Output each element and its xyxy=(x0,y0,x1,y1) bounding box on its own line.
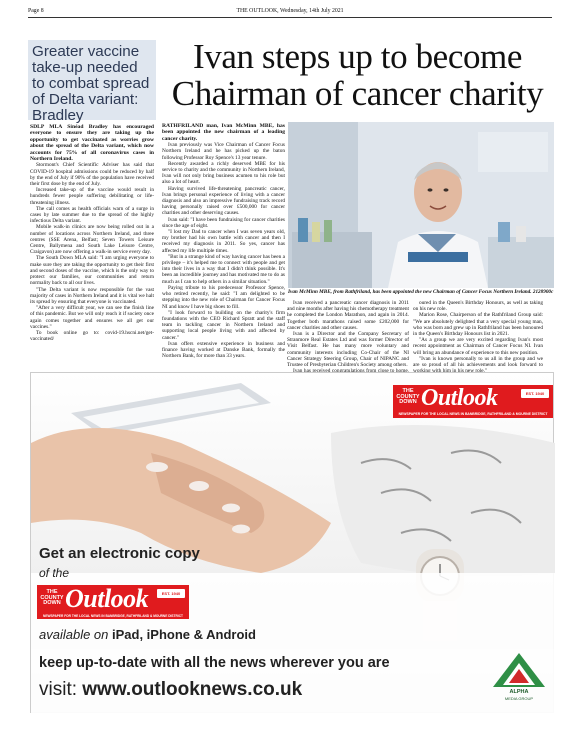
advert-available-on xyxy=(39,627,256,642)
logo-county-down: THE COUNTY DOWN xyxy=(40,589,64,606)
outlook-logo-top xyxy=(393,385,553,411)
logo-tagline-mid: NEWSPAPER FOR THE LOCAL NEWS IN BANBRIDGE, RATHFRILAND & MOURNE DISTRICT xyxy=(37,613,189,619)
logo-wordmark: Outlook xyxy=(65,584,149,613)
page-number: Page 8 xyxy=(28,8,44,14)
outlook-logo-mid xyxy=(37,585,189,613)
logo-wordmark: Outlook xyxy=(421,385,498,411)
sidebar-paragraph: The call comes as health officials warn of a surge in cases by late summer due to the spread of the highly infectious Delta variant. xyxy=(30,205,154,225)
article-paragraph: "Ivan is known personally to us all in the group and we are so proud of all his achievements and look forward to xyxy=(413,355,543,369)
advert-of-the: of the xyxy=(39,566,70,580)
article-paragraph: "I lost my Dad to cancer when I was seven years old, my brother had his own battle with cancer and then I received my diagnosis in 2011. So yes, cancer has affected my life multiple times. xyxy=(162,229,285,254)
sidebar-paragraph: Mobile walk-in clinics are now being rolled out in a number of locations across Northern Ireland, and three centres (SSE Arena, Belfast; Seven Towers Leisure Centre, Ballymena and South Lake Leisure Centre, Craigavon) are now offering a walk-in service every day. xyxy=(30,224,154,256)
sidebar-paragraph: The South Down MLA said: "I am urging everyone to make sure they are taking the opportunity to get their first and second doses of the vaccine, which is the only way to protect our families, our communities and return normality back to all our lives. xyxy=(30,255,154,287)
article-column-3 xyxy=(413,300,543,370)
article-paragraph: Recently awarded a richly deserved MBE for his service to charity and the community in Northern Ireland, Ivan will not only bring business acumen to his role but also a lot of heart. xyxy=(162,160,285,186)
lab-photo-illustration xyxy=(288,122,554,288)
page-folio xyxy=(28,6,552,18)
visit-prefix: visit: xyxy=(39,679,83,700)
alpha-media-logo xyxy=(489,651,549,707)
sidebar-paragraph: "After a very difficult year, we can see the finish line of this pandemic. But we will only reach it if society once again comes together and ensures we all get our vaccines." xyxy=(30,305,154,330)
article-lead: RATHFRILAND man, Ivan McMinn MBE, has been appointed the new chairman of a leading cancer charity. xyxy=(162,123,285,142)
visit-url[interactable]: www.outlooknews.co.uk xyxy=(82,679,303,700)
electronic-copy-advert xyxy=(30,372,554,713)
article-paragraph: "As a group we are very excited regarding Ivan's most recent appointment as Chairman of Cancer Focus NI. Ivan will bring an abundance of experience to this new position. xyxy=(413,337,543,356)
logo-stamp: EST. 1940 xyxy=(157,589,185,598)
photo-caption: Ivan McMinn MBE, from Rathfriland, has been appointed the new Chairman of Cancer Focus Northern Ireland. 2128900c xyxy=(288,289,554,295)
article-paragraph: "But in a strange kind of way having cancer has been a privilege – it's helped me to connect with people and get into their lives in a way that I didn't think possible. It's been an incredible journey and has motivated me to do as much as I can to help others in a similar situation." xyxy=(162,253,285,285)
article-paragraph: Ivan said: "I have been fundraising for cancer charities since the age of eight. xyxy=(162,216,285,229)
article-paragraph: Marion Rose, Chairperson of the Rathfriland Group said: "We are absolutely delighted that a very special young man, who was born and grew up in Rathfriland has been honoured in the Queen's Birthday Honours list in 2021. xyxy=(413,312,543,338)
available-devices: iPad, iPhone & Android xyxy=(112,627,256,642)
advert-get-copy: Get an electronic copy xyxy=(39,545,200,562)
available-prefix: available on xyxy=(39,627,112,642)
sidebar-body xyxy=(28,120,156,342)
article-paragraph: Paying tribute to his predecessor Professor Spence, who retired recently, he said: "I am delighted to be stepping into the new role of Chairman for Cancer Focus NI and know I have big shoes to fill. xyxy=(162,284,285,310)
article-column-2 xyxy=(287,300,409,370)
alpha-triangle-icon xyxy=(489,651,549,689)
sidebar-paragraph: "The Delta variant is now responsible for the vast majority of cases in Northern Ireland and it is vital we halt its spread by ensuring that everyone is vaccinated. xyxy=(30,286,154,305)
article-paragraph: Ivan previously was Vice Chairman of Cancer Focus Northern Ireland and he has picked up the baton following Professor Roy Spence's 13 year tenure. xyxy=(162,142,285,161)
alpha-sub: MEDIA GROUP xyxy=(504,696,534,701)
sidebar-story xyxy=(28,40,156,370)
sidebar-headline: Greater vaccine take-up needed to combat spread of Delta variant: Bradley xyxy=(28,40,156,120)
advert-visit xyxy=(39,679,302,701)
sidebar-paragraph: Increased take-up of the vaccine would result in hundreds fewer people suffering debilitating or life-threatening illness. xyxy=(30,187,154,206)
logo-stamp: EST. 1940 xyxy=(521,389,549,398)
article-paragraph: Having survived life-threatening pancreatic cancer, Ivan brings personal experience of living with a cancer diagnosis and also an impressive fundraising track record having personally raised over £500,000 for cancer charities and other deserving causes. xyxy=(162,185,285,217)
sidebar-paragraph: Stormont's Chief Scientific Adviser has said that COVID-19 hospital admissions could be reduced by half by the end of July if 90% of the population have received their first dose by the end of July. xyxy=(30,162,154,188)
article-paragraph: Ivan is a Director and the Company Secretary of Stranmore Real Estates Ltd and was former Director of Visit Belfast. He has many more voluntary and community interests including Co-Chair of the NI Cancer Strategy Steering Group, Chair of NIPANC and Trustee of Presbyterian Children's Society among others. xyxy=(287,331,409,369)
running-masthead: THE OUTLOOK, Wednesday, 14th July 2021 xyxy=(236,8,344,14)
article-paragraph: Ivan offers extensive experience in business and finance having worked at Danske Bank, formally the Northern Bank, for more than 33 years. xyxy=(162,340,285,360)
logo-county-down: THE COUNTY DOWN xyxy=(396,388,420,405)
article-paragraph: "I look forward to building on the charity's firm foundations with the CEO Richard Spratt and the staff team in tackling cancer in Northern Ireland and supporting local people living with and affected by cancer." xyxy=(162,309,285,341)
article-column-1 xyxy=(162,123,285,370)
article-headline: Ivan steps up to become Chairman of cancer charity xyxy=(171,37,544,113)
sidebar-lead: SDLP MLA Sinéad Bradley has encouraged everyone to ensure they are taking up the opportunity to get vaccinated as worries grow about the spread of the Delta variant, which now accounts for 75% of all coronavirus cases in Northern Ireland. xyxy=(30,124,154,163)
article-photo xyxy=(288,122,554,288)
sidebar-paragraph: To book online go to: covid-19.hscni.net/get-vaccinated/ xyxy=(30,329,154,343)
article-paragraph: Ivan received a pancreatic cancer diagnosis in 2011 and nine months after having his chemotherapy treatment he completed the London Marathon, and again in 2014. Together both marathons raised some £202,000 for cancer charities and other causes. xyxy=(287,300,409,331)
logo-tagline-top: NEWSPAPER FOR THE LOCAL NEWS IN BANBRIDGE, RATHFRILAND & MOURNE DISTRICT xyxy=(393,411,553,418)
article-paragraph: oured in the Queen's Birthday Honours, as well as taking on his new role. xyxy=(413,300,543,313)
advert-keep-up: keep up-to-date with all the news wherever you are xyxy=(39,655,390,671)
alpha-name: ALPHA xyxy=(509,689,529,695)
